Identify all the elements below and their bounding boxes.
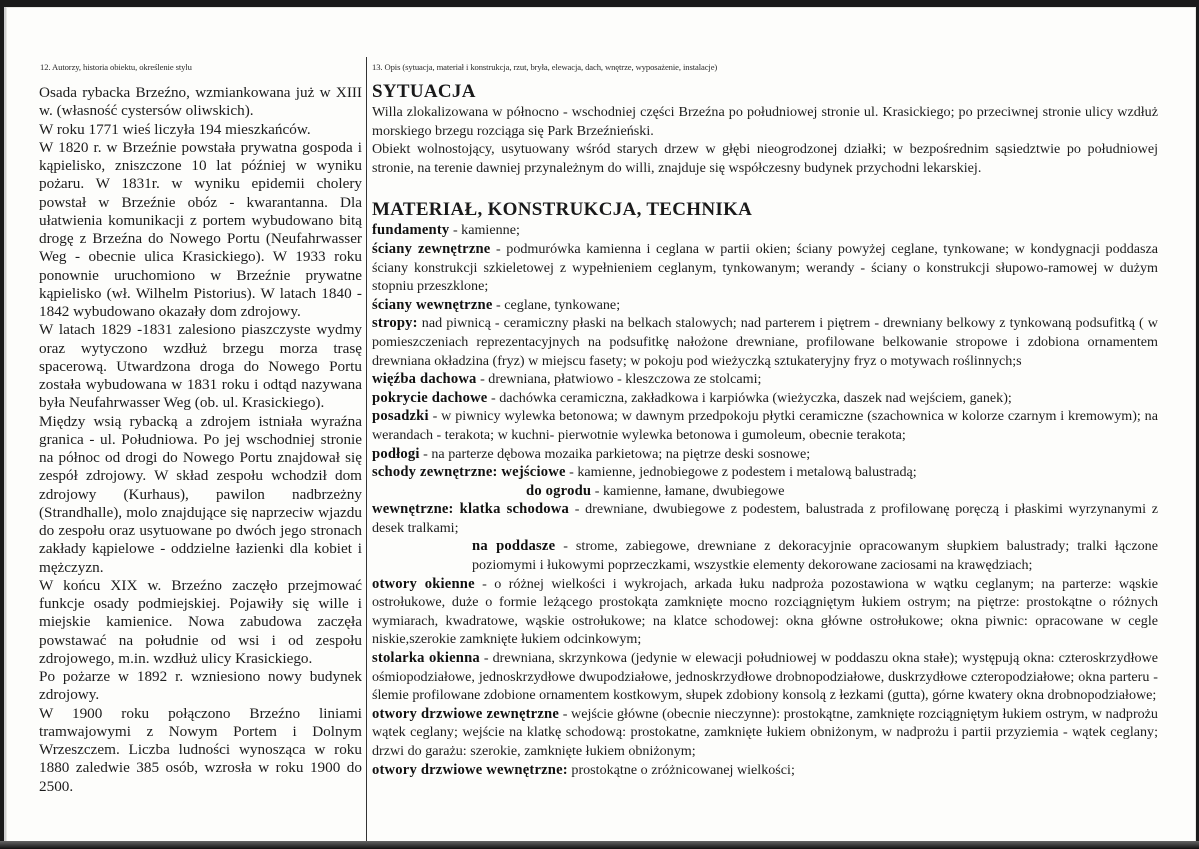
- section-13-header: 13. Opis (sytuacja, materiał i konstrukcja, rzut, bryła, elewacja, dach, wnętrze, wyposażenie, instalacje): [372, 62, 718, 72]
- material-item-label: posadzki: [372, 408, 429, 425]
- material-item-text: - kamienne;: [449, 222, 520, 239]
- material-item: [372, 649, 1158, 705]
- material-item-label: podłogi: [372, 445, 420, 462]
- material-item-text: - w piwnicy wylewka betonowa; w dawnym przedpokoju płytki ceramiczne (szachownica w kolorze czarnym i kremowym); na werandach - terakota; w kuchni- pierwotnie wylewka betonowa i gumoleum, obecnie terakota;: [372, 408, 1158, 443]
- material-item-text: prostokątne o zróżnicowanej wielkości;: [567, 761, 795, 778]
- material-list: [372, 221, 1158, 779]
- material-item-text: - kamienne, jednobiegowe z podestem i metalową balustradą;: [565, 464, 917, 481]
- material-item-text: - ceglane, tynkowane;: [492, 296, 621, 313]
- material-item: [372, 240, 1158, 296]
- material-item: [372, 221, 1158, 240]
- material-item-label: otwory okienne: [372, 575, 475, 592]
- material-item-text: - wejście główne (obecnie nieczynne): prostokątne, zamknięte rozciągniętym łukiem ostrym, w nadprożu wątek ceglany; wejście na klatkę schodową: prostokatne, zamknięte łukiem obniżonym, w nadprożu i partii przyziemia - wątek ceglany; drzwi do garażu: szerokie, zamknięte łukiem obniżonym;: [372, 705, 1158, 759]
- material-item-text: - dachówka ceramiczna, zakładkowa i karpiówka (wieżyczka, daszek nad wejściem, ganek);: [487, 389, 1012, 406]
- material-item: [372, 407, 1158, 444]
- material-item: [372, 314, 1158, 370]
- scan-edge: [0, 841, 1199, 849]
- material-item: [372, 296, 1158, 315]
- history-paragraph: W 1900 roku połączono Brzeźno liniami tramwajowymi z Nowym Portem i Dolnym Wrzeszczem. Liczba ludności wynosząca w roku 1880 zaledwie 385 osób, wzrosła w roku 1900 do 2500.: [39, 704, 362, 795]
- history-paragraph: Osada rybacka Brzeźno, wzmiankowana już w XIII w. (własność cystersów oliwskich).: [39, 84, 362, 120]
- material-item-label: stropy:: [372, 315, 418, 332]
- material-item-label: schody zewnętrzne: wejściowe: [372, 464, 566, 481]
- material-item-text: nad piwnicą - ceramiczny płaski na belkach stalowych; nad parterem i piętrem - drewniany belkowy z tynkowaną podsufitką ( w pomieszczeniach reprezentacyjnych na podsufitkę nałożone drewniane, profilowane belkowanie stropowe i zdobiona ornamentem drewniana okładzina (fryz) w miejscu fasety; w pokoju pod wieżyczką sztukateryjny fryz o motywach roślinnych;s: [372, 315, 1158, 369]
- material-item-text: - kamienne, łamane, dwubiegowe: [591, 482, 785, 499]
- column-divider: [366, 57, 367, 842]
- section-12-header: 12. Autorzy, historia obiektu, określenie stylu: [40, 62, 192, 72]
- material-item-label: więźba dachowa: [372, 371, 477, 388]
- material-item-label: wewnętrzne: klatka schodowa: [372, 501, 570, 518]
- situation-paragraph: Willa zlokalizowana w północno - wschodniej części Brzeźna po południowej stronie ul. Krasickiego; po przeciwnej stronie ulicy wzdłuż morskiego brzegu rozciąga się Park Brzeźnieński.: [372, 104, 1158, 139]
- material-item-label: otwory drzwiowe wewnętrzne:: [372, 761, 568, 778]
- history-paragraph: W końcu XIX w. Brzeźno zaczęło przejmować funkcje osady podmiejskiej. Pojawiły się wille i miejskie kamienice. Nowa zabudowa zaczęła powstawać na południe od wsi i od zespołu zdrojowego, m.in. wzdłuż ulicy Krasickiego.: [39, 576, 362, 667]
- material-item-text: - drewniana, płatwiowo - kleszczowa ze stolcami;: [476, 371, 762, 388]
- material-item: [372, 445, 1158, 464]
- material-item: [372, 389, 1158, 408]
- history-paragraph: W 1820 r. w Brzeźnie powstała prywatna gospoda i kąpielisko, zniszczone 10 lat później w wyniku pożaru. W 1831r. w wyniku epidemii cholery powstał w Brzeźnie obóz - kwarantanna. Dla ułatwienia komunikacji z portem wybudowano bitą drogę z Brzeźna do Nowego Portu (Neufahrwasser Weg - obecnie ulica Krasickiego). W 1933 roku ponownie uruchomiono w Brzeźnie prywatne kąpielisko (wł. Wilhelm Pistorius). W latach 1840 - 1842 wybudowano okazały dom zdrojowy.: [39, 138, 362, 320]
- material-item-text: - drewniana, skrzynkowa (jedynie w elewacji południowej w poddaszu okna stałe); występują okna: czteroskrzydłowe ośmiopodziałowe, jednoskrzydłowe dwupodziałowe, jednoskrzydłowe drobnopodziałowe, duskrzydłowe czteropodziałowe; okna parteru - ślemie profilowane zdobione ornamentem kostkowym, słupek zdobiony konsolą z łezkami (gutta), górne kwatery okna drobnopodziałowe;: [372, 650, 1158, 704]
- material-item: [372, 705, 1158, 761]
- scanned-page: [4, 7, 1196, 843]
- material-item-label: ściany wewnętrzne: [372, 296, 493, 313]
- material-item: [372, 482, 1158, 501]
- material-item: [372, 761, 1158, 780]
- situation-heading: SYTUACJA: [372, 81, 476, 102]
- material-item-label: fundamenty: [372, 222, 450, 239]
- material-item-label: otwory drzwiowe zewnętrzne: [372, 705, 560, 722]
- material-heading: MATERIAŁ, KONSTRUKCJA, TECHNIKA: [372, 199, 753, 221]
- material-item-label: ściany zewnętrzne: [372, 240, 491, 257]
- history-paragraph: Między wsią rybacką a zdrojem istniała wyraźna granica - ul. Południowa. Po jej wschodniej stronie na północ od drogi do Nowego Portu znajdował się zespół zdrojowy. W skład zespołu wchodził dom zdrojowy (Kurhaus), pawilon nadbrzeżny (Strandhalle), molo znajdujące się naprzeciw wjazdu do zespołu oraz usytuowane po dwóch jego stronach zakłady kąpielowe - oddzielne łazienki dla kobiet i mężczyzn.: [39, 412, 362, 576]
- material-item: [372, 575, 1158, 649]
- history-paragraph: Po pożarze w 1892 r. wzniesiono nowy budynek zdrojowy.: [39, 668, 362, 704]
- material-item: [372, 537, 1158, 574]
- material-item-text: - strome, zabiegowe, drewniane z dekoracyjnie opracowanym słupkiem balustrady; tralki łączone poziomymi i łukowymi poprzeczkami, wszystkie elementy dekorowane zaciosami na krawędziach;: [472, 538, 1158, 574]
- material-item-label: do ogrodu: [526, 482, 592, 499]
- material-item-text: - podmurówka kamienna i ceglana w partii okien; ściany powyżej ceglane, tynkowane; w kondygnacji poddasza ściany konstrukcji szkieletowej z wypełnieniem ceglanym, tynkowanym; werandy - ściany o konstrukcji słupowo-ramowej w dużym stopniu przeszklone;: [372, 240, 1158, 295]
- material-item-text: - o różnej wielkości i wykrojach, arkada łuku nadproża pozostawiona w wątku ceglanym; na parterze: wąskie ostrołukowe, duże o formie leżącego prostokąta zamknięte mocno rozciągniętym łukiem ostrym; na piętrze: prostokątne o różnych wymiarach, kwadratowe, wąskie ostrołukowe; na klatce schodowej: okna główne ostrołukowe; okna piwnic: opracowane w cegle niskie,szerokie zamknięte łukiem odcinkowym;: [372, 575, 1158, 648]
- situation-paragraph: Obiekt wolnostojący, usytuowany wśród starych drzew w głębi nieogrodzonej działki; w bezpośrednim sąsiedztwie po południowej stronie, na terenie dawniej przynależnym do willi, znajduje się współczesny budynek przychodni lekarskiej.: [372, 141, 1158, 176]
- material-item: [372, 463, 1158, 482]
- history-column: [39, 84, 362, 796]
- material-item-label: na poddasze: [472, 538, 556, 555]
- material-item-label: pokrycie dachowe: [372, 389, 488, 406]
- history-paragraph: W latach 1829 -1831 zalesiono piaszczyste wydmy oraz wytyczono wzdłuż brzegu morza trasę spacerową. Utwardzona droga do Nowego Portu została wybudowana w 1831 roku i odtąd nazywana była Neufahrwasser Weg (ob. ul. Krasickiego).: [39, 321, 362, 412]
- material-item-text: - na parterze dębowa mozaika parkietowa; na piętrze deski sosnowe;: [419, 445, 811, 462]
- material-item: [372, 370, 1158, 389]
- history-paragraph: W roku 1771 wieś liczyła 194 mieszkańców.: [39, 120, 311, 138]
- material-item-text: - drewniane, dwubiegowe z podestem, balustrada z profilowanę poręczą i płaskimi wyrzynanymi z desek tralkami;: [372, 501, 1158, 536]
- description-column: [372, 81, 1158, 779]
- material-item: [372, 500, 1158, 537]
- material-item-label: stolarka okienna: [372, 650, 480, 667]
